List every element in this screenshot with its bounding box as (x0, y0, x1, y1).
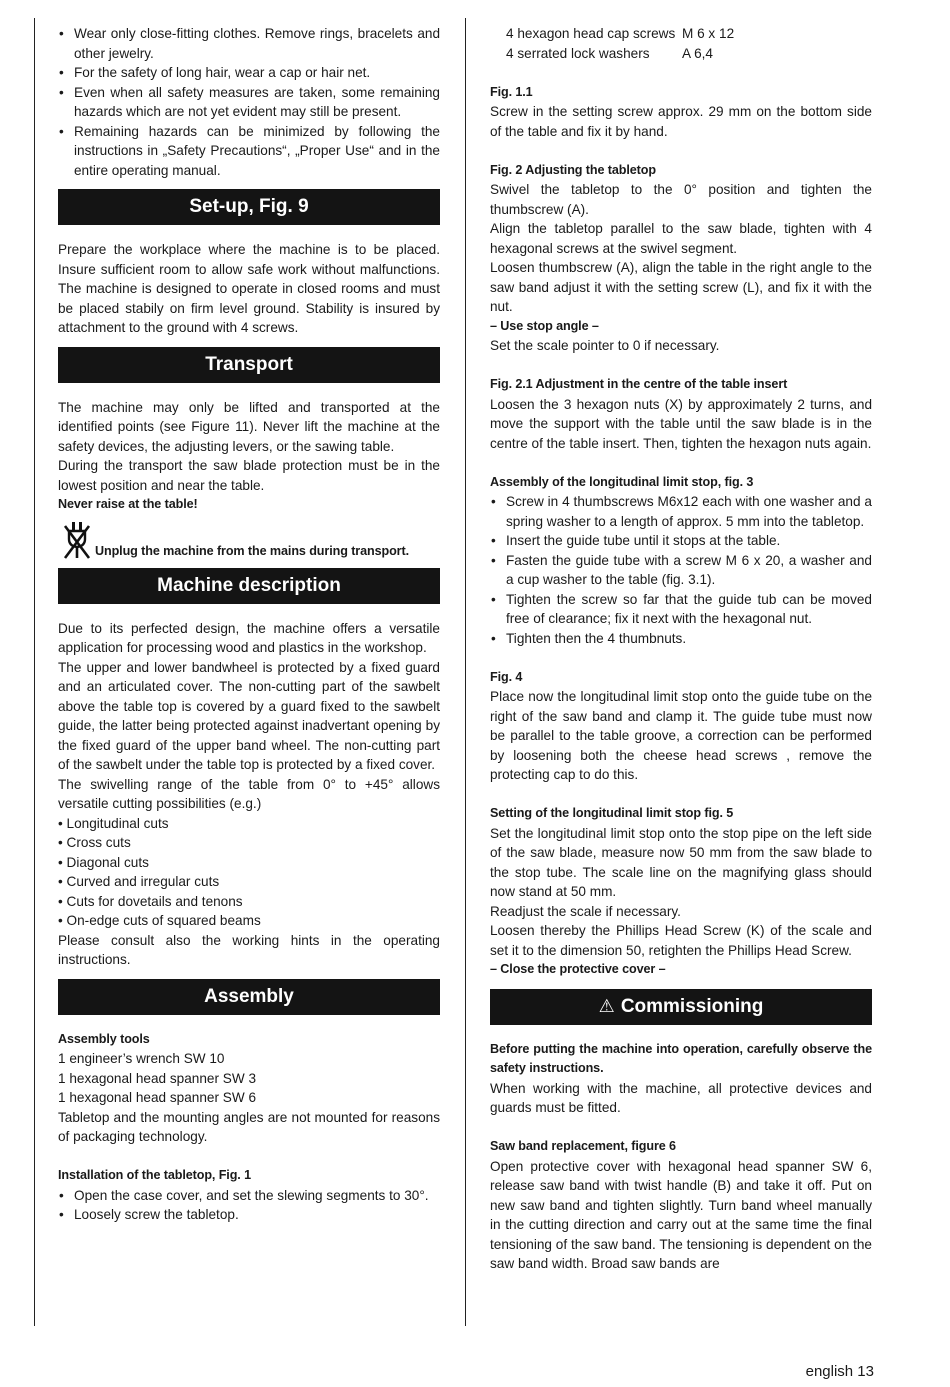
left-column (58, 24, 440, 1225)
fig6-paragraph: Open protective cover with hexagonal head spanner SW 6, release saw band with twist handle (B) and take it off. Put on new saw band and tighten slightly. Turn band wheel manually in the cutting direction and carry out at the same time the final tensioning of the saw band. The tensioning is dependent on the saw band width. Broad saw bands are (490, 1158, 872, 1271)
fig4-paragraph: Place now the longitudinal limit stop onto the guide tube on the right of the saw band and clamp it. The guide tube must now be parallel to the table groove, a correction can be performed by loosening both the cheese head screws , remove the protecting cap to do this. (490, 689, 872, 782)
list-item: • Tighten the screw so far that the guide tub can be moved free of clearance; fix it next with the hexagonal nut. (490, 590, 872, 629)
assembly-heading-text: Assembly (204, 985, 294, 1007)
list-item: • Longitudinal cuts (58, 815, 169, 831)
commissioning-paragraph: When working with the machine, all protective devices and guards must be fitted. (490, 1080, 872, 1115)
unplug-notice (58, 520, 440, 560)
part-name: 4 hexagon head cap screws (506, 26, 676, 41)
fig2-paragraph-3: Loosen thumbscrew (A), align the table in the right angle to the saw band adjust it with the setting screw (L), and fix it with the nut. (490, 260, 872, 314)
setup-paragraph: Prepare the workplace where the machine is to be placed. Insure sufficient room to allow safe work without malfunctions. The machine is designed to operate in closed rooms and must be placed stabily on firm level ground. Stability is insured by attachment to the ground with 4 screws. (58, 242, 440, 335)
list-item: • Diagonal cuts (58, 854, 149, 870)
fig3-heading: Assembly of the longitudinal limit stop, fig. 3 (490, 474, 754, 489)
unplug-text: Unplug the machine from the mains during transport. (95, 543, 409, 558)
tool-item: 1 hexagonal head spanner SW 6 (58, 1090, 257, 1105)
fig11-paragraph: Screw in the setting screw approx. 29 mm on the bottom side of the table and fix it by hand. (490, 104, 872, 139)
fig2-paragraph-2: Align the tabletop parallel to the saw blade, tighten with 4 hexagonal screws at the swivel segment. (490, 221, 872, 256)
transport-warning: Never raise at the table! (58, 497, 198, 511)
commissioning-warning: Before putting the machine into operation, carefully observe the safety instructions. (490, 1041, 872, 1075)
unplug-plug-icon (58, 520, 94, 560)
page-footer: english 13 (805, 1363, 874, 1380)
fig5-paragraph-1: Set the longitudinal limit stop onto the stop pipe on the left side of the saw blade, measure now 50 mm from the saw blade to the stop tube. The scale line on the magnifying glass should now stand at 50 mm. (490, 825, 872, 899)
list-item: • Wear only close-fitting clothes. Remove rings, bracelets and other jewelry. (58, 24, 440, 63)
list-item: • On-edge cuts of squared beams (58, 913, 261, 928)
installation-heading: Installation of the tabletop, Fig. 1 (58, 1168, 252, 1182)
fig21-heading: Fig. 2.1 Adjustment in the centre of the table insert (490, 377, 788, 391)
fig5-paragraph-3: Loosen thereby the Phillips Head Screw (K) of the scale and set it to the dimension 50, retighten the Phillips Head Screw. (490, 923, 872, 958)
column-divider-rule (465, 18, 466, 1326)
setup-heading-text: Set-up, Fig. 9 (189, 196, 309, 217)
fig4-heading: Fig. 4 (490, 669, 523, 684)
list-item: • Fasten the guide tube with a screw M 6 x 20, a washer and a cup washer to the table (fig. 3.1). (490, 551, 872, 590)
tool-item: 1 engineer’s wrench SW 10 (58, 1051, 225, 1066)
parts-row (506, 44, 872, 64)
list-item: • Open the case cover, and set the slewing segments to 30°. (58, 1186, 440, 1206)
parts-list (490, 24, 872, 63)
fig11-heading: Fig. 1.1 (490, 84, 533, 99)
list-item: • Screw in 4 thumbscrews M6x12 each with one washer and a spring washer to a length of approx. 5 mm into the tabletop. (490, 492, 872, 531)
machine-description-section-heading (58, 568, 440, 604)
machine-description-paragraph-3: The swivelling range of the table from 0° to +45° allows versatile cutting possibilities (e.g.) (58, 776, 440, 811)
list-item: • Insert the guide tube until it stops at the table. (490, 531, 872, 551)
safety-bullet-list (58, 24, 440, 180)
left-margin-rule (34, 18, 35, 1326)
assembly-tools-heading: Assembly tools (58, 1031, 150, 1046)
commissioning-heading-text: Commissioning (620, 995, 764, 1017)
transport-section-heading (58, 347, 440, 383)
list-item: • Even when all safety measures are taken, some remaining hazards which are not yet evident may still be present. (58, 83, 440, 122)
list-item: • Loosely screw the tabletop. (58, 1205, 440, 1225)
parts-row (506, 24, 872, 44)
assembly-section-heading (58, 979, 440, 1015)
list-item: • Tighten then the 4 thumbnuts. (490, 629, 872, 649)
fig2-paragraph-1: Swivel the tabletop to the 0° position and tighten the thumbscrew (A). (490, 182, 872, 217)
transport-paragraph-2: During the transport the saw blade protection must be in the lowest position and near the table. (58, 458, 440, 493)
list-item: • For the safety of long hair, wear a cap or hair net. (58, 63, 440, 83)
machine-description-paragraph-4: Please consult also the working hints in the operating instructions. (58, 932, 440, 967)
fig5-paragraph-2: Readjust the scale if necessary. (490, 903, 681, 919)
tool-item: 1 hexagonal head spanner SW 3 (58, 1070, 257, 1086)
list-item: • Cuts for dovetails and tenons (58, 893, 243, 909)
fig2-paragraph-4: Set the scale pointer to 0 if necessary. (490, 338, 720, 353)
transport-paragraph-1: The machine may only be lifted and transported at the identified points (see Figure 11). Never lift the machine at the safety devices, the adjusting levers, or the sawing table. (58, 399, 440, 454)
part-spec: A 6,4 (682, 45, 713, 61)
fig2-heading: Fig. 2 Adjusting the tabletop (490, 162, 656, 177)
list-item: • Cross cuts (58, 835, 131, 850)
fig5-heading: Setting of the longitudinal limit stop fig. 5 (490, 806, 734, 820)
list-item: • Remaining hazards can be minimized by following the instructions in „Safety Precautions“, „Proper Use“ and in the entire operating manual. (58, 122, 440, 181)
fig6-heading: Saw band replacement, figure 6 (490, 1139, 676, 1153)
right-column (490, 24, 872, 1274)
machine-description-paragraph-2: The upper and lower bandwheel is protected by a fixed guard and an articulated cover. The non-cutting part of the sawbelt above the table top is covered by a guard fixed to the sawbelt guide, the latter being protected against inadvertant opening by the fixed guard of the upper band wheel. The non-cutting part of the sawbelt under the table top is protected by a fixed cover. (58, 659, 440, 772)
part-spec: M 6 x 12 (682, 26, 735, 41)
fig3-bullet-list (490, 492, 872, 648)
cuts-list (58, 814, 440, 931)
fig21-paragraph: Loosen the 3 hexagon nuts (X) by approximately 2 turns, and move the support with the table until the saw blade is in the centre of the table insert. Then, tighten the hexagon nuts again. (490, 396, 872, 451)
close-cover-note: – Close the protective cover – (490, 962, 666, 976)
machine-description-paragraph-1: Due to its perfected design, the machine offers a versatile application for processing wood and plastics in the workshop. (58, 620, 440, 655)
warning-triangle-icon: ⚠ (598, 996, 615, 1016)
assembly-tools-note: Tabletop and the mounting angles are not mounted for reasons of packaging technology. (58, 1109, 440, 1144)
setup-section-heading (58, 189, 440, 225)
use-stop-angle-note: – Use stop angle – (490, 318, 599, 333)
installation-bullet-list (58, 1186, 440, 1225)
machine-description-heading-text: Machine description (157, 574, 341, 596)
commissioning-section-heading (490, 989, 872, 1025)
part-name: 4 serrated lock washers (506, 45, 650, 61)
list-item: • Curved and irregular cuts (58, 874, 220, 889)
transport-heading-text: Transport (205, 353, 293, 375)
